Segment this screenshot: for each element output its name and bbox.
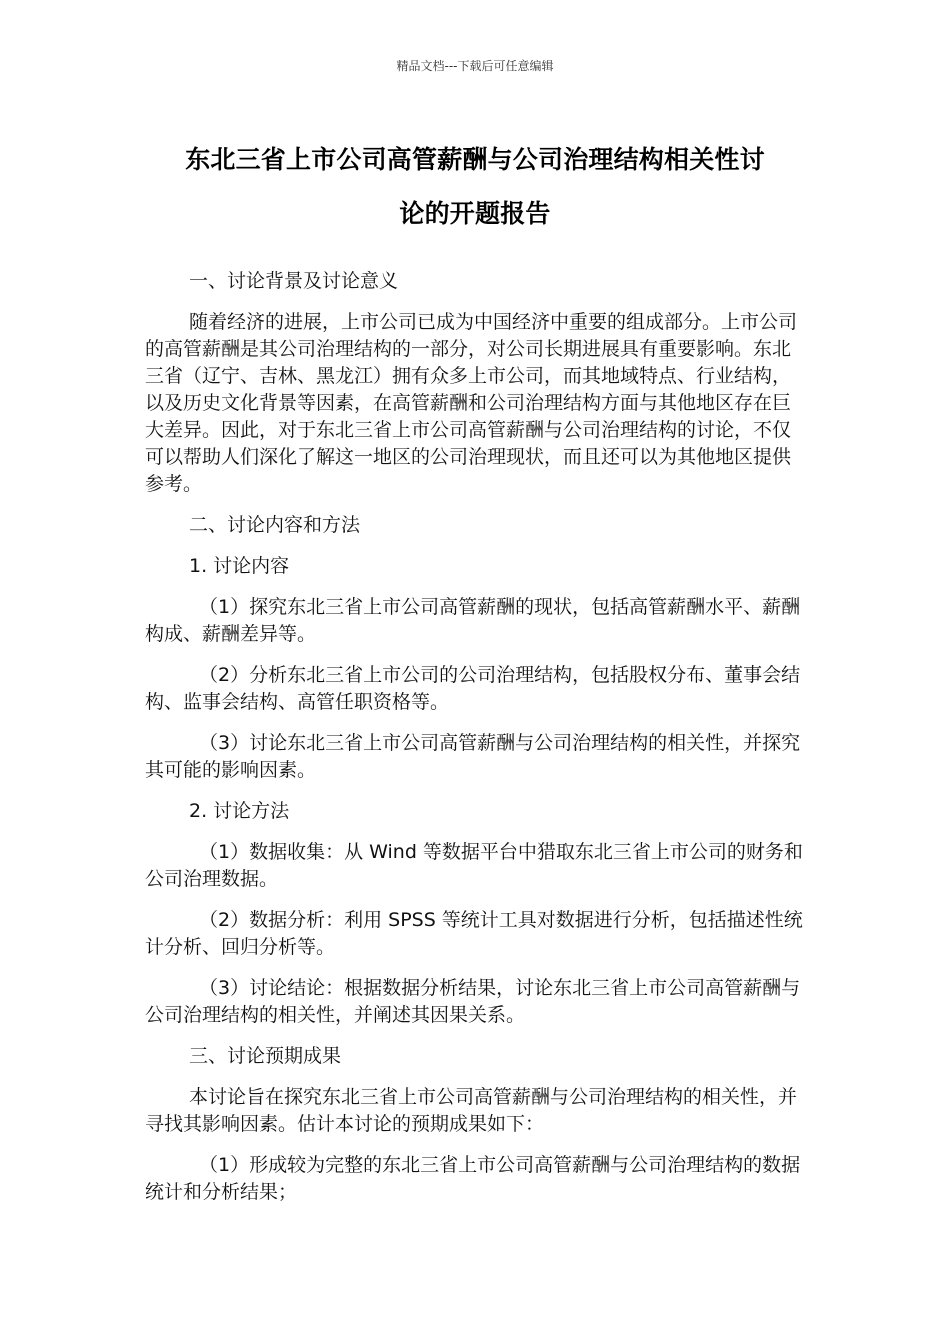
section-heading-background: 一、讨论背景及讨论意义 <box>189 270 399 292</box>
list-item-method-2: （2）数据分析：利用 SPSS 等统计工具对数据进行分析，包括描述性统计分析、回归分析等。 <box>145 909 803 958</box>
list-item-content-2: （2）分析东北三省上市公司的公司治理结构，包括股权分布、董事会结构、监事会结构、高管任职资格等。 <box>145 664 801 713</box>
paragraph-background: 随着经济的进展，上市公司已成为中国经济中重要的组成部分。上市公司的高管薪酬是其公司治理结构的一部分，对公司长期进展具有重要影响。东北三省（辽宁、吉林、黑龙江）拥有众多上市公司，而其地域特点、行业结构，以及历史文化背景等因素，在高管薪酬和公司治理结构方面与其他地区存在巨大差异。因此，对于东北三省上市公司高管薪酬与公司治理结构的讨论，不仅可以帮助人们深化了解这一地区的公司治理现状，而且还可以为其他地区提供参考。 <box>145 311 798 495</box>
section-heading-expected-results: 三、讨论预期成果 <box>189 1045 342 1067</box>
paragraph-expected-results: 本讨论旨在探究东北三省上市公司高管薪酬与公司治理结构的相关性，并寻找其影响因素。估计本讨论的预期成果如下： <box>145 1086 798 1135</box>
document-title-line-1: 东北三省上市公司高管薪酬与公司治理结构相关性讨 <box>185 145 765 174</box>
header-note: 精品文档---下载后可任意编辑 <box>396 59 554 73</box>
subheading-research-content: 1. 讨论内容 <box>189 555 290 577</box>
section-heading-content-methods: 二、讨论内容和方法 <box>189 514 361 536</box>
list-item-result-1: （1）形成较为完整的东北三省上市公司高管薪酬与公司治理结构的数据统计和分析结果； <box>145 1154 801 1203</box>
subheading-research-methods: 2. 讨论方法 <box>189 800 290 822</box>
document-body <box>145 268 807 1220</box>
document-title-line-2: 论的开题报告 <box>399 199 551 228</box>
list-item-content-1: （1）探究东北三省上市公司高管薪酬的现状，包括高管薪酬水平、薪酬构成、薪酬差异等。 <box>145 596 801 645</box>
list-item-method-1: （1）数据收集：从 Wind 等数据平台中猎取东北三省上市公司的财务和公司治理数据。 <box>145 841 803 890</box>
list-item-method-3: （3）讨论结论：根据数据分析结果，讨论东北三省上市公司高管薪酬与公司治理结构的相关性，并阐述其因果关系。 <box>145 977 801 1026</box>
list-item-content-3: （3）讨论东北三省上市公司高管薪酬与公司治理结构的相关性，并探究其可能的影响因素。 <box>145 732 801 781</box>
